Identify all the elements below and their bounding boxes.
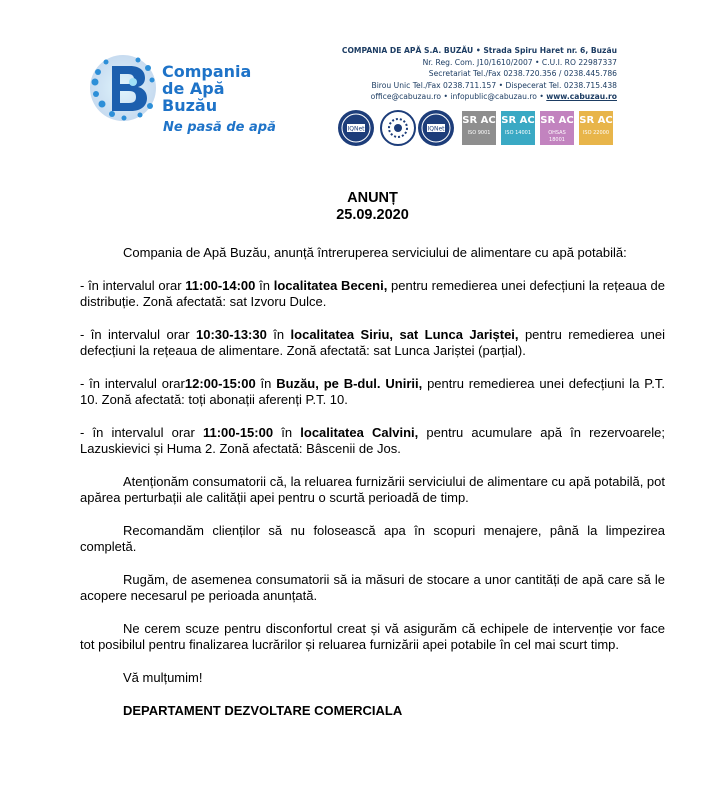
interruption-item-4: - în intervalul orar 11:00-15:00 în localitatea Calvini, pentru acumulare apă în rezervoarele; Lazuskievici și Huma 2. Zonă afectată: Bâscenii de Jos. [80, 425, 666, 456]
company-contact-links: office@cabuzau.ro • infopublic@cabuzau.ro • www.cabuzau.ro [370, 92, 617, 101]
letterhead [0, 0, 707, 160]
intro-paragraph: Compania de Apă Buzău, anunță întreruperea serviciului de alimentare cu apă potabilă: [123, 245, 627, 260]
interruption-item-1: - în intervalul orar 11:00-14:00 în localitatea Beceni, pentru remedierea unei defecțiuni la rețeaua de distribuție. Zonă afectată: sat Izvoru Dulce. [80, 278, 665, 309]
certification-badges [338, 110, 628, 150]
company-logo-icon [88, 52, 158, 124]
interruption-item-3: - în intervalul orar12:00-15:00 în Buzău, pe B-dul. Unirii, pentru remedierea unei defecțiuni la P.T. 10. Zonă afectată: toți abonații aferenți P.T. 10. [80, 376, 665, 407]
interruption-item-2: - în intervalul orar 10:30-13:30 în localitatea Siriu, sat Lunca Jariștei, pentru remedierea unei defecțiuni la rețeaua de alimentare. Zonă afectată: sat Lunca Jariștei (parțial). [80, 327, 665, 358]
iqnet-certifier-seal-icon [338, 110, 374, 146]
announcement-title: ANUNȚ [347, 190, 398, 206]
company-office-phone: Birou Unic Tel./Fax 0238.711.157 • Dispecerat Tel. 0238.715.438 [371, 80, 617, 90]
iqnet-seal-icon [418, 110, 454, 146]
svg-text:IQNet: IQNet [427, 125, 445, 133]
website-link[interactable]: www.cabuzau.ro [546, 92, 617, 101]
apology-paragraph: Ne cerem scuze pentru disconfortul creat și vă asigurăm că echipele de intervenție vor face tot posibilul pentru finalizarea lucrărilor și reluarea furnizării apei potabile în cel mai scurt timp. [80, 621, 665, 652]
svg-text:IQNet: IQNet [347, 125, 365, 133]
company-secretariat-phone: Secretariat Tel./Fax 0238.720.356 / 0238.445.786 [428, 69, 617, 78]
logo-text-line-1: Compania [162, 62, 252, 81]
srac-iso-14001-badge: SR AC ISO 14001 [501, 111, 535, 145]
logo-slogan: Ne pasă de apă [163, 120, 276, 135]
srac-iso-9001-badge: SR AC ISO 9001 [462, 111, 496, 145]
logo-text-line-2: de Apă [162, 79, 225, 98]
announcement-date: 25.09.2020 [336, 207, 409, 223]
company-name-address: COMPANIA DE APĂ S.A. BUZĂU • Strada Spiru Haret nr. 6, Buzău [341, 46, 617, 55]
srac-ohsas-18001-badge: SR AC OHSAS 18001 [540, 111, 574, 145]
storage-paragraph: Rugăm, de asemenea consumatorii să ia măsuri de stocare a unor cantități de apă care să le acopere necesarul pe perioada anunțată. [80, 572, 665, 603]
logo-text-line-3: Buzău [162, 96, 218, 115]
warning-paragraph: Atenționăm consumatorii că, la reluarea furnizării serviciului de alimentare cu apă potabilă, pot apărea perturbații ale calității apei pentru o scurtă perioadă de timp. [80, 474, 665, 505]
quality-seal-icon [380, 110, 416, 146]
thanks-line: Vă mulțumim! [123, 670, 203, 685]
email-office-link[interactable]: office@cabuzau.ro [370, 92, 442, 101]
srac-iso-22000-badge: SR AC ISO 22000 [579, 111, 613, 145]
recommendation-paragraph: Recomandăm clienților să nu folosească apa în scopuri menajere, până la limpezirea completă. [80, 523, 665, 554]
company-contact-block [342, 45, 617, 103]
company-registration: Nr. Reg. Com. J10/1610/2007 • C.U.I. RO 22987337 [422, 57, 617, 67]
signature-department: DEPARTAMENT DEZVOLTARE COMERCIALA [123, 703, 403, 718]
announcement-body [80, 190, 665, 719]
email-infopublic-link[interactable]: infopublic@cabuzau.ro [450, 92, 537, 101]
